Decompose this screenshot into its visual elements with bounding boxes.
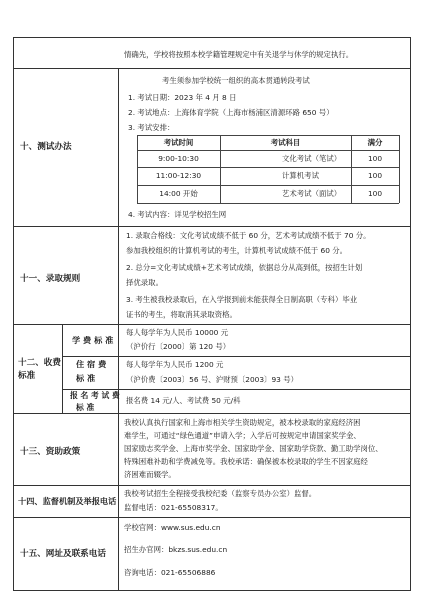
row-divider [14, 68, 410, 69]
admission-rule-text: 1. 录取合格线：文化考试成绩不低于 60 分，艺术考试成绩不低于 70 分。 [126, 231, 371, 240]
row-divider [14, 485, 410, 486]
schedule-header-subject: 考试科目 [270, 138, 301, 147]
exam-fee-label: 报 名 考 试 费 [70, 391, 120, 400]
consult-phone: 咨询电话：021-65506886 [124, 568, 216, 577]
supervision-phone: 监督电话：021-65508317。 [124, 503, 223, 512]
section-title-fees-line2: 标准 [18, 371, 36, 381]
column-divider [118, 68, 119, 590]
row-divider [14, 324, 410, 325]
column-divider [62, 324, 63, 413]
row-divider [62, 356, 410, 357]
exam-fee-value: 报名费 14 元/人、考试费 50 元/科 [126, 396, 241, 405]
section-title-fees: 十二、收费 [18, 358, 61, 368]
section-title-aid: 十三、资助政策 [20, 447, 81, 457]
schedule-cell: 艺术考试（面试） [282, 189, 342, 198]
testing-date: 1. 考试日期：2023 年 4 月 8 日 [128, 93, 237, 102]
admission-rule-text: 证书的考生，将取消其录取资格。 [126, 310, 237, 319]
admission-rule-text: 参加我校组织的计算机考试的考生，计算机考试成绩不低于 60 分。 [126, 246, 348, 255]
exam-fee-label-line2: 标 准 [76, 403, 95, 412]
admissions-website: 招生办官网：bkzs.sus.edu.cn [124, 545, 228, 554]
tuition-value: 每人每学年为人民币 10000 元 [126, 328, 229, 337]
schedule-header-score: 满分 [367, 138, 383, 147]
schedule-cell: 100 [367, 189, 383, 198]
aid-text: 特殊困难补助和学费减免等。我校承诺：确保被本校录取的学生不因家庭经 [124, 457, 368, 466]
row-divider [14, 413, 410, 414]
section-title-testing: 十、测试办法 [20, 142, 72, 152]
testing-arrange: 3. 考试安排： [128, 123, 175, 132]
testing-place: 2. 考试地点：上海体育学院（上海市杨浦区清源环路 650 号） [128, 108, 334, 117]
schedule-cell: 100 [367, 171, 383, 180]
tuition-label: 学 费 标 准 [72, 335, 114, 345]
testing-content: 4. 考试内容：详见学校招生网 [128, 210, 227, 219]
aid-text: 济困难而辍学。 [124, 470, 176, 479]
document-table [13, 37, 411, 591]
housing-label-line2: 标 准 [76, 373, 96, 383]
aid-text: 国家励志奖学金、上海市奖学金、国家助学金、国家助学贷款、勤工助学岗位、 [124, 444, 383, 453]
housing-label: 住 宿 费 [76, 359, 107, 369]
row-divider [14, 517, 410, 518]
schedule-cell: 14:00 开始 [159, 189, 198, 198]
schedule-cell: 计算机考试 [282, 171, 319, 180]
testing-intro: 考生须参加学校统一组织的高本贯通转段考试 [162, 76, 310, 85]
admission-rule-text: 择优录取。 [126, 278, 163, 287]
section-title-supervision: 十四、监督机制及举报电话 [18, 496, 117, 506]
tuition-source: （沪价行〔2000〕第 120 号） [126, 342, 231, 351]
admission-rule-text: 2. 总分=文化考试成绩+艺术考试成绩，依据总分从高到低，按招生计划 [126, 263, 363, 272]
housing-value: 每人每学年为人民币 1200 元 [126, 360, 224, 369]
admission-rule-text: 3. 考生被我校录取后，在入学报到前未能获得全日制高职（专科）毕业 [126, 295, 358, 304]
schedule-header-time: 考试时间 [163, 138, 194, 147]
aid-text: 难学生，可通过“绿色通道”申请入学；入学后可按规定申请国家奖学金、 [124, 431, 361, 440]
schedule-cell: 11:00-12:30 [155, 171, 202, 180]
section-title-admission: 十一、录取规则 [20, 274, 81, 284]
aid-text: 我校认真执行国家和上海市相关学生资助规定，被本校录取的家庭经济困 [124, 418, 361, 427]
schedule-cell: 文化考试（笔试） [282, 154, 342, 163]
schedule-cell: 100 [367, 154, 383, 163]
school-website: 学校官网：www.sus.edu.cn [124, 523, 221, 532]
continuation-text: 情确先，学校将按照本校学籍管理规定中有关退学与休学的规定执行。 [124, 50, 354, 59]
schedule-cell: 9:00-10:30 [158, 154, 199, 163]
section-title-contact: 十五、网址及联系电话 [20, 549, 106, 559]
housing-source: （沪价费〔2003〕56 号、沪财预〔2003〕93 号） [126, 375, 298, 384]
row-divider [14, 226, 410, 227]
supervision-text: 我校考试招生全程接受我校纪委（监察专员办公室）监督。 [124, 489, 317, 498]
